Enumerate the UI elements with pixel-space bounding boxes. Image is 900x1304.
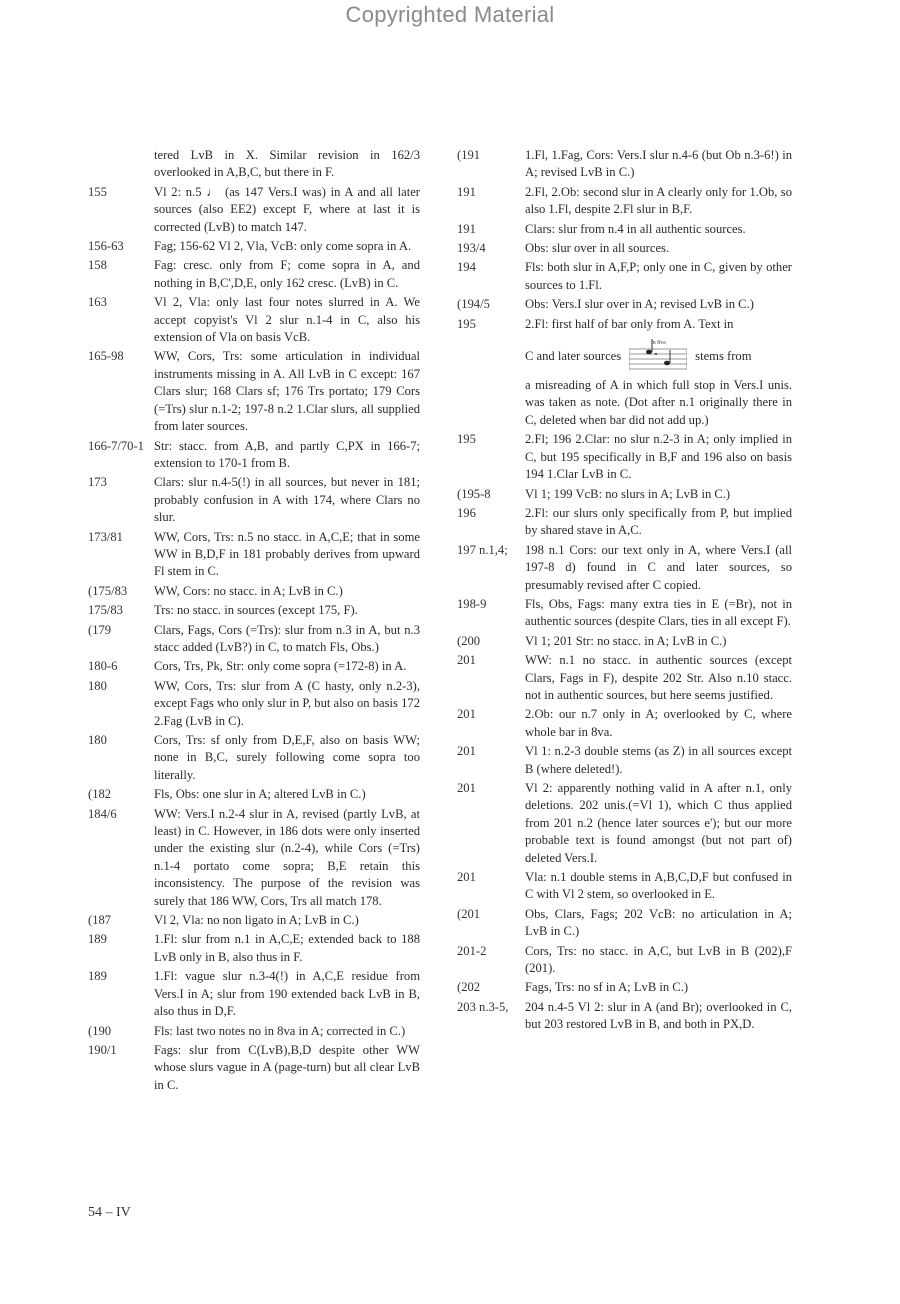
commentary-text: Fags: slur from C(LvB),B,D despite other WW whose slurs vague in A (page-turn) but all clear LvB in C. (154, 1042, 420, 1092)
commentary-text: 1.Fl: vague slur n.3-4(!) in A,C,E residue from Vers.I in A; slur from 190 extended back LvB in B, also thus in D,F. (154, 969, 420, 1019)
commentary-entry (457, 259, 792, 294)
copyright-watermark: Copyrighted Material (345, 2, 555, 27)
bar-reference: 194 (457, 260, 476, 275)
bar-reference: 201 (457, 653, 476, 668)
commentary-entry (457, 596, 792, 631)
music-example (525, 335, 792, 377)
music-octave-marking: in 8va (651, 340, 667, 347)
commentary-text: Obs: Vers.I slur over in A; revised LvB in C.) (525, 297, 754, 312)
commentary-text: WW: n.1 no stacc. in authentic sources (except Clars, Fags in F), despite 202 Str. Also n.10 stacc. not in authentic sources, but here seems justified. (525, 653, 792, 702)
bar-reference: (194/5 (457, 297, 490, 312)
commentary-text: WW, Cors, Trs: some articulation in individual instruments missing in A. All LvB in C except: 167 Clars slur; 168 Clars sf; 176 Trs portato; 179 Cors (=Trs) slur n.1-2; 197-8 n.2 1.Clar slurs, all supplied from later sources. (154, 349, 420, 434)
page-number: 54 – IV (88, 1205, 131, 1220)
commentary-text: Vla: n.1 double stems in A,B,C,D,F but confused in C with Vl 2 stem, so overlooked in E. (525, 870, 792, 902)
bar-reference: 197 n.1,4; (457, 542, 508, 557)
commentary-text: Cors, Trs: no stacc. in A,C, but LvB in B (202),F (201). (525, 943, 792, 976)
commentary-text: Clars, Fags, Cors (=Trs): slur from n.3 in A, but n.3 stacc added (LvB?) in C, to match Fls, Obs.) (154, 622, 420, 654)
bar-reference: 158 (88, 258, 107, 273)
bar-reference: 196 (457, 505, 476, 520)
bar-reference: 184/6 (88, 806, 117, 821)
bar-reference: 191 (457, 184, 476, 199)
commentary-text: WW, Cors: no stacc. in A; LvB in C.) (154, 583, 343, 598)
commentary-text: Cors, Trs: sf only from D,E,F, also on basis WW; none in B,C, surely following come sopra too literally. (154, 733, 420, 782)
music-example-trail-text: stems from (695, 348, 752, 363)
commentary-entry (88, 806, 420, 910)
bar-reference: 155 (88, 184, 107, 199)
bar-reference: 191 (457, 221, 476, 236)
commentary-entry (88, 238, 420, 255)
bar-reference: 180 (88, 733, 107, 747)
commentary-text: WW, Cors, Trs: n.5 no stacc. in A,C,E; that in some WW in B,D,F in 181 probably derives from upward Fl stem in C. (154, 529, 420, 579)
commentary-entry (457, 943, 792, 978)
music-example-lead-text: C and later sources (525, 348, 622, 363)
commentary-entry (457, 743, 792, 778)
commentary-text: Vl 1; 201 Str: no stacc. in A; LvB in C.) (525, 633, 727, 648)
commentary-text: 2.Fl: first half of bar only from A. Text in (525, 316, 734, 331)
commentary-entry (457, 240, 792, 257)
right-column-part-a (457, 147, 792, 333)
commentary-entry (88, 732, 420, 784)
commentary-entry (88, 474, 420, 526)
commentary-text: 1.Fl, 1.Fag, Cors: Vers.I slur n.4-6 (but Ob n.3-6!) in A; revised LvB in C.) (525, 148, 792, 180)
commentary-text: Fls: last two notes no in 8va in A; corrected in C.) (154, 1023, 406, 1038)
left-column (88, 147, 420, 1096)
bar-reference: 173/81 (88, 529, 123, 544)
bar-reference: 193/4 (457, 241, 486, 256)
bar-reference: 201 (457, 781, 476, 795)
commentary-text: 2.Fl, 2.Ob: second slur in A clearly only for 1.Ob, so also 1.Fl, despite 2.Fl slur in B,F. (525, 184, 792, 217)
commentary-text: Str: stacc. from A,B, and partly C,PX in 166-7; extension to 170-1 from B. (154, 438, 420, 470)
commentary-entry (88, 147, 420, 182)
bar-reference: 201 (457, 744, 476, 759)
commentary-entry (88, 294, 420, 346)
commentary-text: Fls: both slur in A,F,P; only one in C, given by other sources to 1.Fl. (525, 260, 792, 292)
bar-reference: 165-98 (88, 349, 124, 364)
bar-reference: (195-8 (457, 486, 491, 501)
bar-reference: (175/83 (88, 583, 128, 598)
commentary-text: Fls, Obs, Fags: many extra ties in E (=Br), not in authentic sources (despite Clars, ties in all except F). (525, 596, 792, 629)
commentary-text: Fag; 156-62 Vl 2, Vla, VcB: only come sopra in A. (154, 239, 412, 254)
commentary-text: Vl 1: n.2-3 double stems (as Z) in all sources except B (where deleted!). (525, 744, 792, 776)
commentary-entry (457, 979, 792, 996)
commentary-text: Obs, Clars, Fags; 202 VcB: no articulation in A; LvB in C.) (525, 906, 792, 939)
commentary-entry (88, 1023, 420, 1040)
right-column (457, 147, 792, 1036)
commentary-entry (88, 931, 420, 966)
bar-reference: (187 (88, 913, 112, 928)
commentary-entry (457, 296, 792, 313)
commentary-text: WW: Vers.I n.2-4 slur in A, revised (partly LvB, at least) in C. However, in 186 dots were only inserted under the existing slur (n.2-4), while Cors (=Trs) n.1-4 portato come sopra; B,E retain this inconsistency. The purpose of the revision was surely that 186 WW, Cors, Trs all match 178. (154, 806, 420, 908)
commentary-entry (88, 658, 420, 675)
commentary-entry (457, 633, 792, 650)
bar-reference: (200 (457, 633, 481, 648)
commentary-entry (88, 602, 420, 619)
commentary-text: Clars: slur n.4-5(!) in all sources, but never in 181; probably confusion in A with 174, where Clars no slur. (154, 475, 420, 525)
bar-reference: 189 (88, 969, 107, 984)
commentary-entry (457, 431, 792, 483)
commentary-text: Obs: slur over in all sources. (525, 241, 670, 256)
commentary-entry (457, 184, 792, 219)
bar-reference: 195 (457, 316, 476, 331)
commentary-text: Clars: slur from n.4 in all authentic sources. (525, 221, 746, 236)
commentary-entry (457, 706, 792, 741)
bar-reference: 195 (457, 432, 476, 447)
bar-reference: (182 (88, 787, 112, 802)
commentary-text: Vl 2, Vla: only last four notes slurred in A. We accept copyist's Vl 2 slur n.1-4 in C, also his extension of Vla on basis VcB. (154, 295, 420, 345)
commentary-entry (88, 622, 420, 657)
commentary-entry (457, 999, 792, 1034)
commentary-text: 2.Fl; 196 2.Clar: no slur n.2-3 in A; only implied in C, but 195 specifically in B,F and 196 also on basis 194 1.Clar LvB in C. (525, 432, 792, 482)
commentary-entry (88, 912, 420, 929)
commentary-text: Vl 2: n.5 ♩ (as 147 Vers.I was) in A and all later sources (also EE2) except F, where at last it is corrected (LvB) to match 147. (154, 184, 420, 234)
bar-reference: 173 (88, 475, 107, 490)
bar-reference: 166-7/70-1 (88, 438, 144, 453)
commentary-entry (88, 678, 420, 730)
commentary-entry (88, 348, 420, 435)
bar-reference: 180 (88, 678, 107, 693)
bar-reference: 201-2 (457, 943, 487, 958)
commentary-text: Cors, Trs, Pk, Str: only come sopra (=172-8) in A. (154, 659, 407, 674)
commentary-text: a misreading of A in which full stop in Vers.I unis. was taken as note. (Dot after n.1 originally there in C, deleted when bar did not add up.) (525, 378, 792, 427)
bar-reference: 201 (457, 707, 476, 722)
commentary-entry (457, 486, 792, 503)
bar-reference: (202 (457, 980, 481, 995)
commentary-entry (88, 583, 420, 600)
bar-reference: 203 n.3-5, (457, 999, 509, 1014)
commentary-entry (457, 147, 792, 182)
commentary-entry (457, 221, 792, 238)
commentary-text: Vl 1; 199 VcB: no slurs in A; LvB in C.) (525, 486, 731, 501)
right-column-part-b (457, 377, 792, 1034)
commentary-text: WW, Cors, Trs: slur from A (C hasty, only n.2-3), except Fags who only slur in P, but also on basis 172 2.Fag (LvB in C). (154, 678, 420, 728)
commentary-text: 2.Fl: our slurs only specifically from P, but implied by shared stave in A,C. (525, 505, 792, 538)
commentary-entry (88, 786, 420, 803)
bar-reference: 180-6 (88, 659, 118, 674)
commentary-entry (457, 652, 792, 704)
bar-reference: 189 (88, 932, 107, 947)
commentary-entry (457, 542, 792, 594)
commentary-entry (457, 906, 792, 941)
music-notation-image (629, 337, 687, 375)
commentary-text: Fags, Trs: no sf in A; LvB in C.) (525, 980, 689, 995)
commentary-text: Vl 2, Vla: no non ligato in A; LvB in C.) (154, 913, 359, 928)
commentary-text: Trs: no stacc. in sources (except 175, F). (154, 603, 358, 618)
commentary-text: Fls, Obs: one slur in A; altered LvB in C.) (154, 787, 366, 802)
commentary-entry (457, 869, 792, 904)
bar-reference: 201 (457, 870, 476, 885)
bar-reference: 175/83 (88, 603, 123, 618)
commentary-entry (88, 438, 420, 473)
commentary-entry (88, 257, 420, 292)
commentary-text: Vl 2: apparently nothing valid in A after n.1, only deletions. 202 unis.(=Vl 1), which C thus applied from 201 n.2 (hence later sources e'); but our more probable text is found amongst (but not part of) deleted Vers.I. (525, 781, 792, 865)
bar-reference: 163 (88, 295, 107, 310)
commentary-entry (88, 529, 420, 581)
commentary-entry (457, 377, 792, 429)
commentary-entry (457, 316, 792, 333)
bar-reference: (179 (88, 622, 112, 637)
commentary-text: 204 n.4-5 Vl 2: slur in A (and Br); overlooked in C, but 203 restored LvB in B, and both in PX,D. (525, 999, 792, 1032)
commentary-entry (88, 1042, 420, 1094)
commentary-text: Fag: cresc. only from F; come sopra in A, and nothing in B,C',D,E, only 162 cresc. (LvB) in C. (154, 258, 420, 290)
bar-reference: 156-63 (88, 239, 124, 254)
commentary-text: 2.Ob: our n.7 only in A; overlooked by C, where whole bar in 8va. (525, 707, 792, 739)
bar-reference: (201 (457, 906, 481, 921)
commentary-entry (457, 505, 792, 540)
bar-reference: (191 (457, 148, 481, 162)
commentary-entry (457, 780, 792, 867)
commentary-entry (88, 968, 420, 1020)
bar-reference: (190 (88, 1023, 112, 1038)
commentary-entry (88, 184, 420, 236)
commentary-text: 198 n.1 Cors: our text only in A, where Vers.I (all 197-8 d) found in C and later sources, so presumably revised after C copied. (525, 542, 792, 592)
commentary-text: tered LvB in X. Similar revision in 162/3 overlooked in A,B,C, but there in F. (154, 148, 420, 180)
bar-reference: 190/1 (88, 1042, 117, 1057)
bar-reference: 198-9 (457, 596, 487, 611)
commentary-text: 1.Fl: slur from n.1 in A,C,E; extended back to 188 LvB only in B, also thus in F. (154, 932, 420, 964)
